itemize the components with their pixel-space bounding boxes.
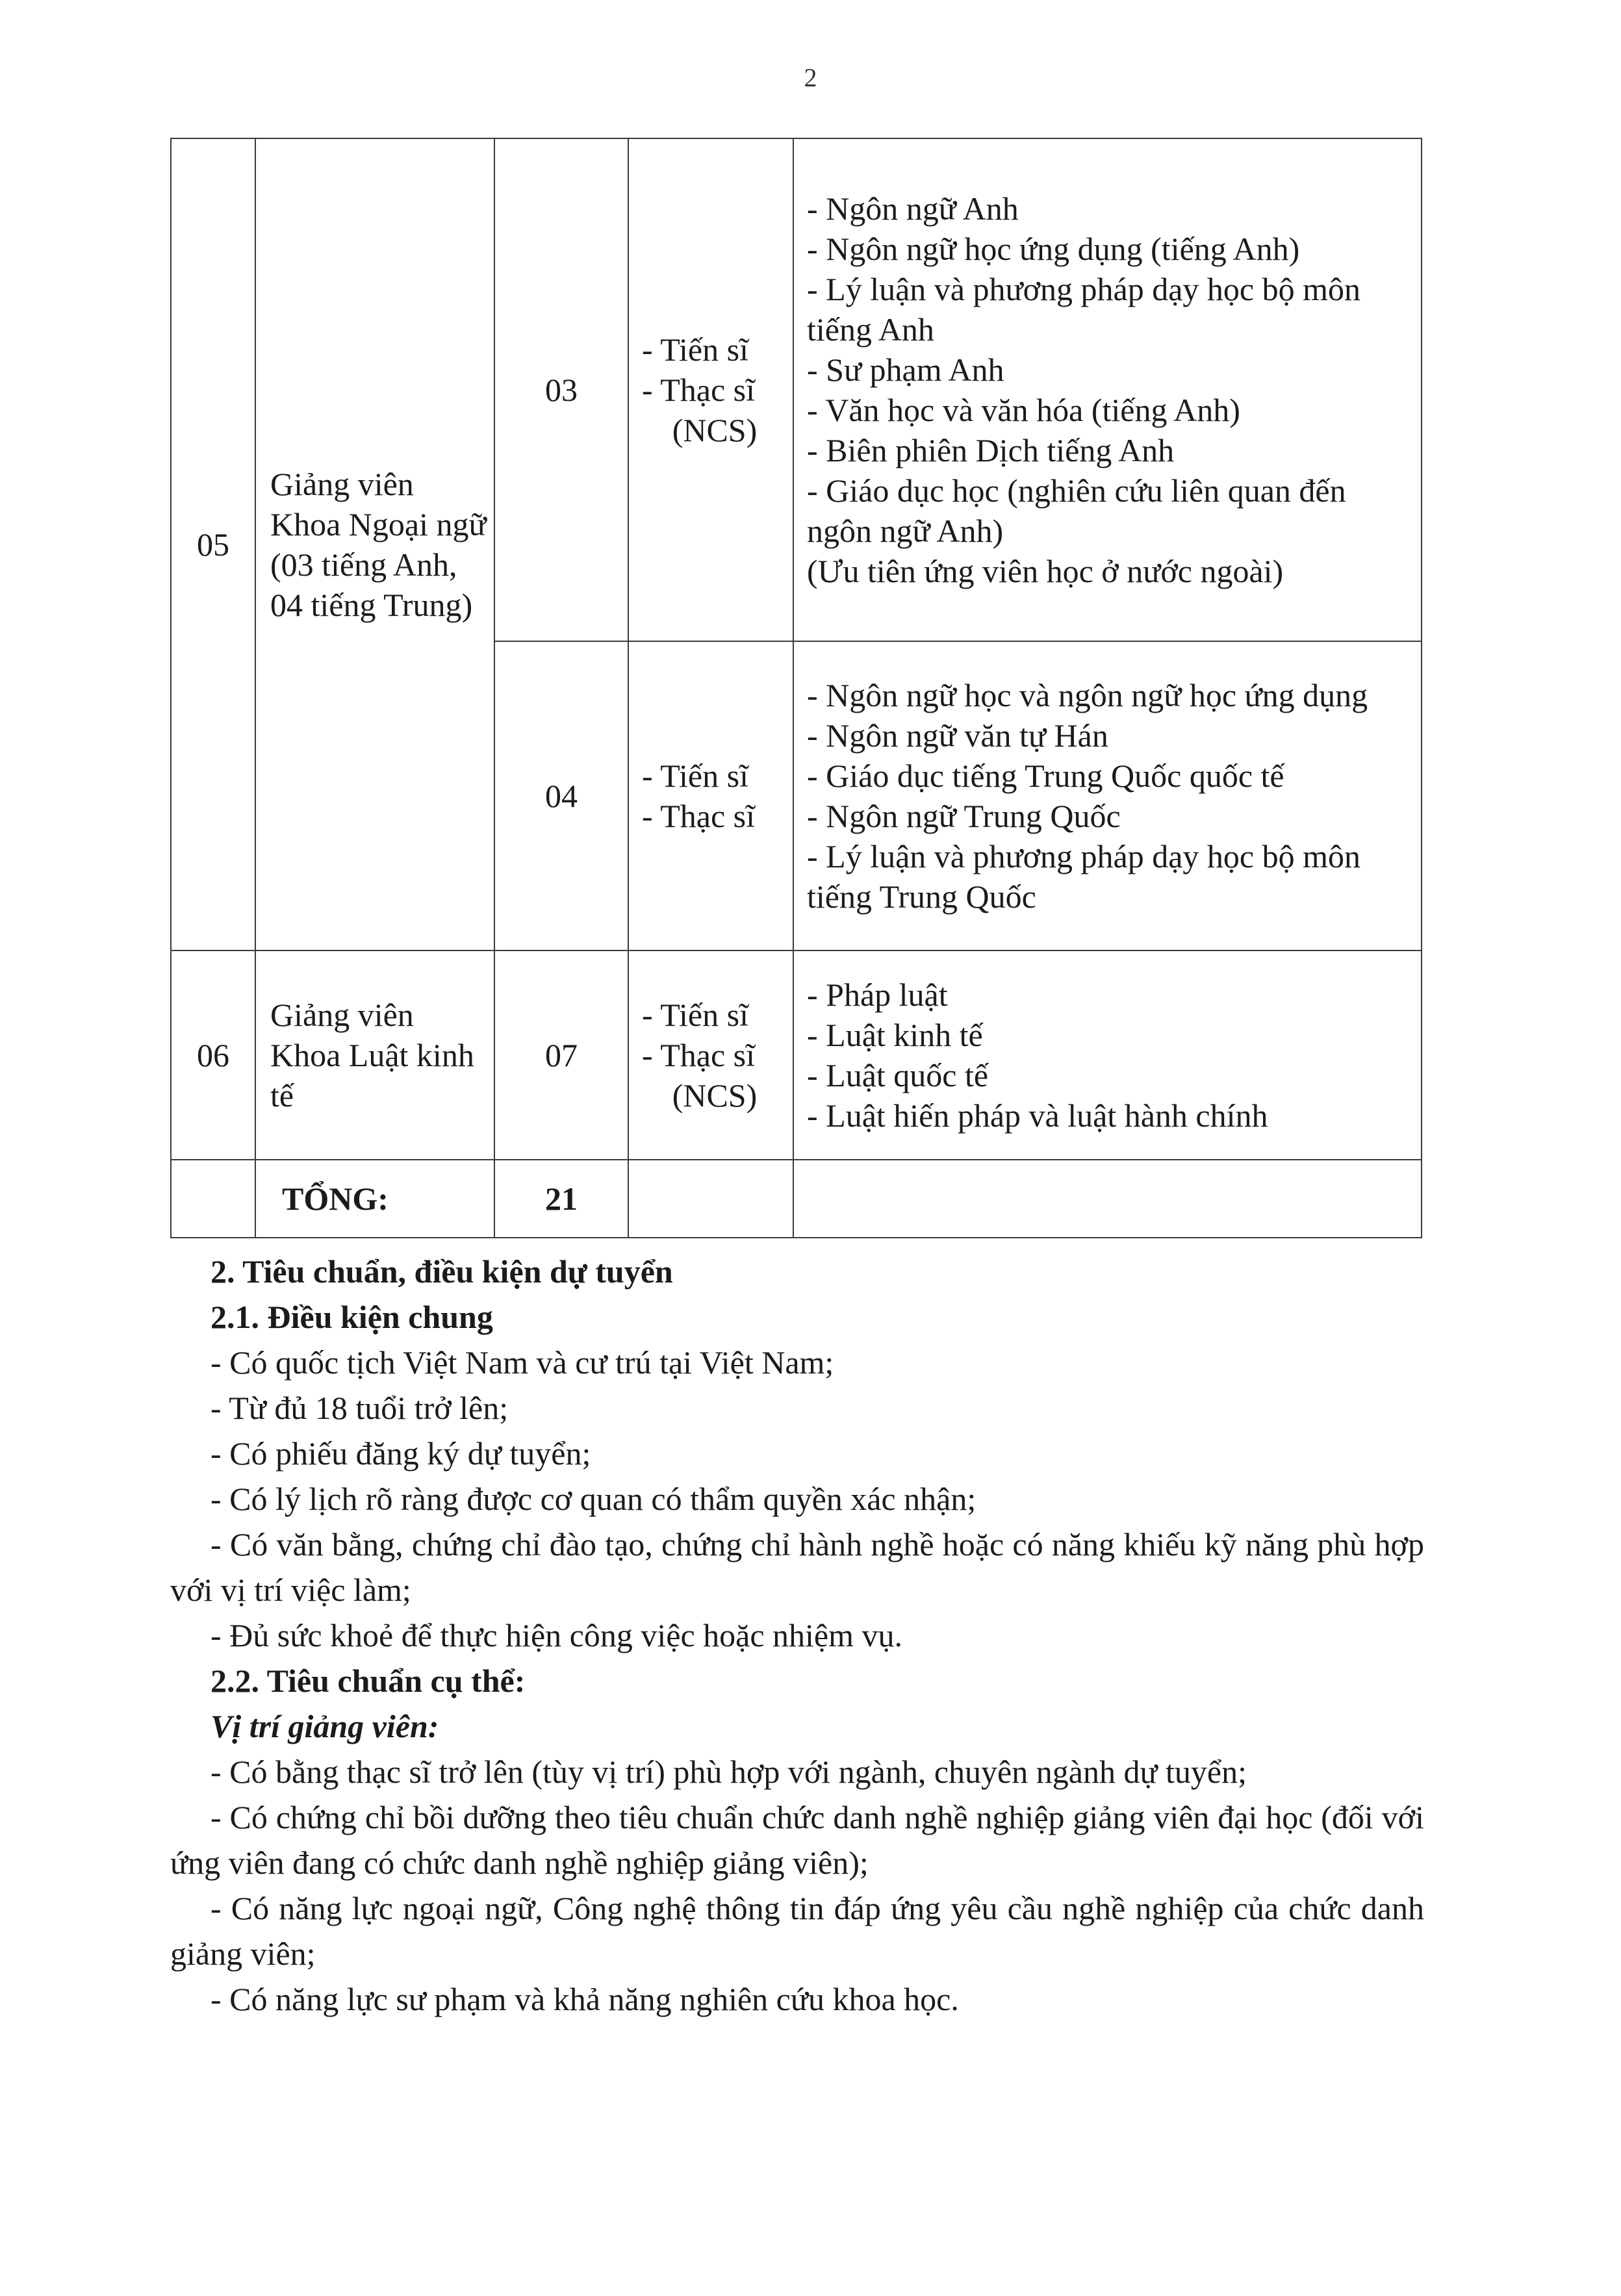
degree-note: (NCS) — [672, 1077, 758, 1114]
total-row — [171, 1160, 1422, 1238]
degree-cell — [628, 641, 793, 950]
major-line: - Ngôn ngữ Trung Quốc — [807, 798, 1121, 834]
major-cell — [793, 950, 1422, 1160]
list-item: - Có văn bằng, chứng chỉ đào tạo, chứng chỉ hành nghề hoặc có năng khiếu kỹ năng phù hợp với vị trí việc làm; — [170, 1526, 1424, 1608]
total-empty-cell — [628, 1160, 793, 1238]
major-line: - Giáo dục học (nghiên cứu liên quan đến ngôn ngữ Anh) — [807, 472, 1346, 549]
degree-line: - Tiến sĩ — [642, 331, 748, 368]
degree-cell — [628, 950, 793, 1160]
major-cell — [793, 138, 1422, 641]
degree-line: - Thạc sĩ — [642, 372, 756, 408]
section-heading: 2. Tiêu chuẩn, điều kiện dự tuyển — [211, 1253, 673, 1290]
degree-line: - Tiến sĩ — [642, 758, 748, 794]
major-line: - Luật hiến pháp và luật hành chính — [807, 1097, 1268, 1134]
list-item: - Có bằng thạc sĩ trở lên (tùy vị trí) phù hợp với ngành, chuyên ngành dự tuyển; — [211, 1754, 1247, 1790]
major-line: - Pháp luật — [807, 976, 948, 1013]
row-number: 05 — [171, 138, 255, 950]
major-line: - Luật kinh tế — [807, 1017, 983, 1053]
total-empty-cell — [171, 1160, 255, 1238]
major-line: - Sư phạm Anh — [807, 351, 1004, 388]
degree-line: - Tiến sĩ — [642, 997, 748, 1033]
degree-line: - Thạc sĩ — [642, 798, 756, 834]
major-line: - Ngôn ngữ văn tự Hán — [807, 717, 1108, 754]
row-number: 06 — [171, 950, 255, 1160]
list-item: - Từ đủ 18 tuổi trở lên; — [211, 1390, 509, 1426]
degree-line: - Thạc sĩ — [642, 1037, 756, 1073]
major-line: - Ngôn ngữ học và ngôn ngữ học ứng dụng — [807, 677, 1368, 713]
degree-cell — [628, 138, 793, 641]
quantity-cell: 07 — [494, 950, 628, 1160]
list-item: - Có lý lịch rõ ràng được cơ quan có thẩm quyền xác nhận; — [211, 1481, 976, 1517]
total-empty-cell — [793, 1160, 1422, 1238]
major-line: - Lý luận và phương pháp dạy học bộ môn tiếng Anh — [807, 271, 1360, 348]
major-line: - Văn học và văn hóa (tiếng Anh) — [807, 392, 1240, 428]
subsection-heading: 2.2. Tiêu chuẩn cụ thể: — [211, 1663, 526, 1699]
subsection-heading: 2.1. Điều kiện chung — [211, 1299, 493, 1335]
table-row — [171, 950, 1422, 1160]
total-value: 21 — [494, 1160, 628, 1238]
page-number: 2 — [804, 63, 817, 92]
major-line: - Ngôn ngữ học ứng dụng (tiếng Anh) — [807, 231, 1300, 267]
position-name: Giảng viên Khoa Luật kinh tế — [255, 950, 494, 1160]
major-line: - Biên phiên Dịch tiếng Anh — [807, 432, 1175, 468]
list-item: - Có chứng chỉ bồi dưỡng theo tiêu chuẩn chức danh nghề nghiệp giảng viên đại học (đối với ứng viên đang có chức danh nghề nghiệp giảng viên); — [170, 1799, 1424, 1881]
position-heading: Vị trí giảng viên: — [211, 1708, 439, 1744]
major-line: - Ngôn ngữ Anh — [807, 190, 1019, 227]
list-item: - Đủ sức khoẻ để thực hiện công việc hoặc nhiệm vụ. — [211, 1617, 902, 1653]
position-name: Giảng viên Khoa Ngoại ngữ (03 tiếng Anh, 04 tiếng Trung) — [255, 138, 494, 950]
quantity-cell: 03 — [494, 138, 628, 641]
table-row — [171, 138, 1422, 641]
total-label: TỔNG: — [255, 1160, 494, 1238]
major-cell — [793, 641, 1422, 950]
major-line: (Ưu tiên ứng viên học ở nước ngoài) — [807, 553, 1284, 589]
major-line: - Luật quốc tế — [807, 1057, 989, 1093]
list-item: - Có năng lực ngoại ngữ, Công nghệ thông tin đáp ứng yêu cầu nghề nghiệp của chức danh giảng viên; — [170, 1890, 1424, 1972]
list-item: - Có năng lực sư phạm và khả năng nghiên cứu khoa học. — [211, 1981, 959, 2017]
major-line: - Lý luận và phương pháp dạy học bộ môn tiếng Trung Quốc — [807, 838, 1360, 915]
list-item: - Có phiếu đăng ký dự tuyển; — [211, 1435, 591, 1472]
quantity-cell: 04 — [494, 641, 628, 950]
list-item: - Có quốc tịch Việt Nam và cư trú tại Việt Nam; — [211, 1344, 834, 1381]
degree-note: (NCS) — [672, 412, 758, 448]
recruitment-table — [170, 138, 1422, 1238]
major-line: - Giáo dục tiếng Trung Quốc quốc tế — [807, 758, 1284, 794]
criteria-section — [170, 1249, 1424, 2022]
